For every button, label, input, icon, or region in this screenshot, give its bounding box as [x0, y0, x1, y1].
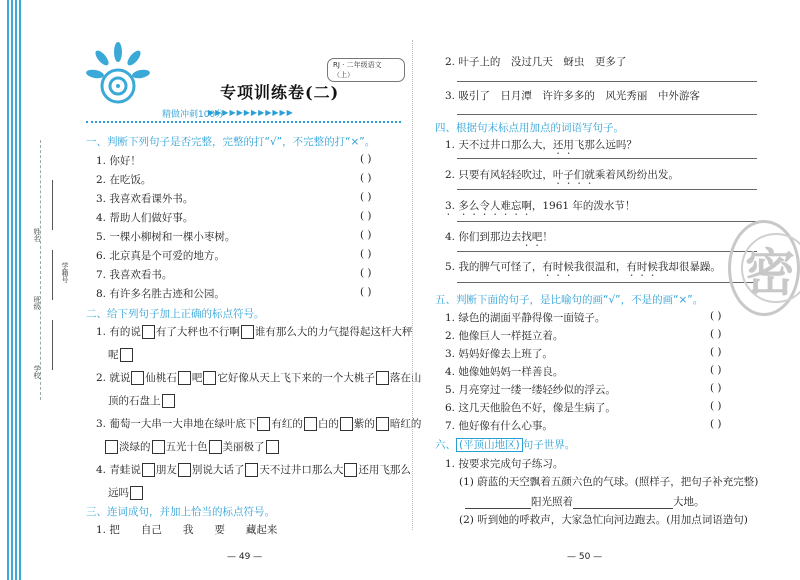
region-tag: (平顶山地区) — [456, 438, 523, 452]
punct-box[interactable] — [209, 440, 222, 454]
school-blank[interactable] — [52, 320, 53, 370]
s4-q4: 4. 你们到那边去找吧！ — [445, 231, 553, 243]
grade-tag: RJ · 二年级语文（上） — [327, 58, 405, 82]
answer-line-s3-q3[interactable] — [457, 114, 757, 115]
s5-item-5: 5. 月亮穿过一缕一缕轻纱似的浮云。 — [445, 384, 616, 396]
s2-q4-line2: 远吗 — [108, 485, 144, 500]
s1-paren-8[interactable]: ( ) — [360, 286, 372, 298]
s5-item-7: 7. 他好像有什么心事。 — [445, 420, 553, 432]
answer-line-s4-q1[interactable] — [457, 158, 757, 159]
center-divider — [412, 40, 413, 530]
s5-item-1: 1. 绿色的湖面平静得像一面镜子。 — [445, 312, 606, 324]
s1-item-8: 8. 有许多名胜古迹和公园。 — [96, 288, 225, 300]
page-number-left: — 49 — — [227, 552, 263, 562]
answer-line-s3-q2[interactable] — [457, 81, 757, 82]
binding-margin — [0, 0, 80, 580]
section2-heading: 二、给下列句子加上正确的标点符号。 — [86, 308, 265, 320]
punct-box[interactable] — [142, 463, 155, 477]
section4-heading: 四、根据句末标点用加点的词语写句子。 — [435, 122, 624, 134]
s5-paren-5[interactable]: ( ) — [710, 382, 722, 394]
s3-q1: 1. 把 自己 我 要 藏起来 — [96, 524, 278, 536]
s2-q1-line1: 1. 有的说 有了大秤也不行啊 谁有那么大的力气提得起这杆大秤 — [96, 326, 413, 338]
s4-q2: 2. 只要有风轻轻吹过，叶子们就乘着风纷纷出发。 — [445, 169, 679, 181]
answer-line-s4-q4[interactable] — [457, 251, 757, 252]
arrows-decoration: ▶▶▶▶▶▶▶▶▶▶▶▶ — [208, 108, 294, 117]
punct-box[interactable] — [162, 394, 175, 408]
s2-q3-line1: 3. 葡萄一大串一大串地在绿叶底下 有红的 白的 紫的 暗红的 — [96, 418, 422, 430]
punct-box[interactable] — [245, 463, 258, 477]
s1-paren-6[interactable]: ( ) — [360, 248, 372, 260]
s5-item-2: 2. 他像巨人一样挺立着。 — [445, 330, 564, 342]
s1-paren-4[interactable]: ( ) — [360, 210, 372, 222]
punct-box[interactable] — [304, 417, 317, 431]
section1-heading: 一、判断下列句子是否完整，完整的打“√”，不完整的打“×”。 — [86, 136, 376, 148]
s5-paren-7[interactable]: ( ) — [710, 418, 722, 430]
punct-box[interactable] — [142, 325, 155, 339]
punct-box[interactable] — [130, 486, 143, 500]
s1-item-6: 6. 北京真是个可爱的地方。 — [96, 250, 225, 262]
punct-box[interactable] — [178, 463, 191, 477]
s1-item-3: 3. 我喜欢看课外书。 — [96, 193, 194, 205]
punct-box[interactable] — [241, 325, 254, 339]
s1-item-2: 2. 在吃饭。 — [96, 174, 152, 186]
page-title: 专项训练卷(二) — [220, 83, 340, 102]
watermark-stamp — [728, 220, 800, 316]
s2-q2-line1: 2. 就说 仙桃石 吧 它好像从天上飞下来的一个大桃子 落在山 — [96, 372, 422, 384]
s1-paren-3[interactable]: ( ) — [360, 191, 372, 203]
s2-q1-line2: 呢 — [108, 347, 134, 362]
right-page — [425, 0, 780, 580]
s1-item-4: 4. 帮助人们做好事。 — [96, 212, 194, 224]
punct-box[interactable] — [257, 417, 270, 431]
punct-box[interactable] — [178, 371, 191, 385]
s2-q2-line2: 顶的石盘上 — [108, 393, 176, 408]
section5-heading: 五、判断下面的句子，是比喻句的画“√”，不是的画“×”。 — [435, 294, 704, 306]
student-number-label: 学籍号 — [61, 262, 69, 283]
school-label: 学校 — [33, 365, 41, 379]
class-label: 班级 — [33, 296, 41, 310]
sunburst-logo-icon — [83, 38, 153, 113]
s2-q4-line1: 4. 青蛙说 朋友 别说大话了 天不过井口那么大 还用飞那么 — [96, 464, 411, 476]
punct-box[interactable] — [376, 417, 389, 431]
s5-paren-2[interactable]: ( ) — [710, 328, 722, 340]
punct-box[interactable] — [266, 440, 279, 454]
s4-q3: 3. 多么令人难忘啊，1961 年的泼水节！ — [445, 200, 636, 212]
punct-box[interactable] — [203, 371, 216, 385]
s5-paren-4[interactable]: ( ) — [710, 364, 722, 376]
s1-item-7: 7. 我喜欢看书。 — [96, 269, 173, 281]
s6-q1: 1. 按要求完成句子练习。 — [445, 458, 564, 470]
s1-paren-5[interactable]: ( ) — [360, 229, 372, 241]
binding-strip — [6, 0, 22, 580]
section3-heading: 三、连词成句，并加上恰当的标点符号。 — [86, 506, 275, 518]
punct-box[interactable] — [131, 371, 144, 385]
subtitle: 精做冲刺100分 — [162, 110, 225, 120]
s5-paren-1[interactable]: ( ) — [710, 310, 722, 322]
s6-q1a-answer: 阳光照着 大地。 — [465, 494, 705, 509]
punct-box[interactable] — [152, 440, 165, 454]
section6-heading: 六、 (平顶山地区) 句子世界。 — [435, 439, 576, 451]
s6-q1a: (1) 蔚蓝的天空飘着五颜六色的气球。(照样子，把句子补充完整) — [459, 476, 759, 488]
s1-paren-1[interactable]: ( ) — [360, 153, 372, 165]
s5-item-4: 4. 她像她妈妈一样善良。 — [445, 366, 564, 378]
dotted-divider — [86, 121, 401, 123]
answer-line-s4-q3[interactable] — [457, 221, 757, 222]
answer-line-s4-q2[interactable] — [457, 189, 757, 190]
class-blank[interactable] — [52, 250, 53, 300]
s1-paren-2[interactable]: ( ) — [360, 172, 372, 184]
binding-fold-line — [40, 140, 41, 400]
answer-line-s4-q5[interactable] — [457, 282, 757, 283]
s1-item-5: 5. 一棵小柳树和一棵小枣树。 — [96, 231, 236, 243]
name-label: 姓名 — [33, 228, 41, 242]
s1-item-1: 1. 你好！ — [96, 155, 141, 167]
name-blank[interactable] — [52, 180, 53, 230]
s4-q5: 5. 我的脾气可怪了，有时候我很温和，有时候我却很暴躁。 — [445, 261, 721, 273]
watermark-stamp-text: 密 — [745, 243, 795, 302]
s2-q3-line2: 淡绿的 五光十色 美丽极了 — [104, 439, 280, 454]
punct-box[interactable] — [105, 440, 118, 454]
s3-q3: 3. 吸引了 日月潭 许许多多的 风光秀丽 中外游客 — [445, 90, 700, 102]
s1-paren-7[interactable]: ( ) — [360, 267, 372, 279]
punct-box[interactable] — [120, 348, 133, 362]
fill-blank[interactable] — [465, 508, 531, 509]
fill-blank[interactable] — [573, 508, 673, 509]
punct-box[interactable] — [344, 463, 357, 477]
s3-q2: 2. 叶子上的 没过几天 蚜虫 更多了 — [445, 56, 627, 68]
s5-item-3: 3. 妈妈好像去上班了。 — [445, 348, 553, 360]
s5-paren-3[interactable]: ( ) — [710, 346, 722, 358]
punct-box[interactable] — [340, 417, 353, 431]
s6-q1b: (2) 听到她的呼救声，大家急忙向河边跑去。(用加点词语造句) — [459, 514, 748, 526]
page-number-right: — 50 — — [567, 552, 603, 562]
punct-box[interactable] — [376, 371, 389, 385]
s5-paren-6[interactable]: ( ) — [710, 400, 722, 412]
left-page — [80, 0, 422, 580]
s5-item-6: 6. 这几天他脸色不好，像是生病了。 — [445, 402, 616, 414]
s4-q1: 1. 天不过井口那么大，还用飞那么远吗？ — [445, 139, 637, 151]
